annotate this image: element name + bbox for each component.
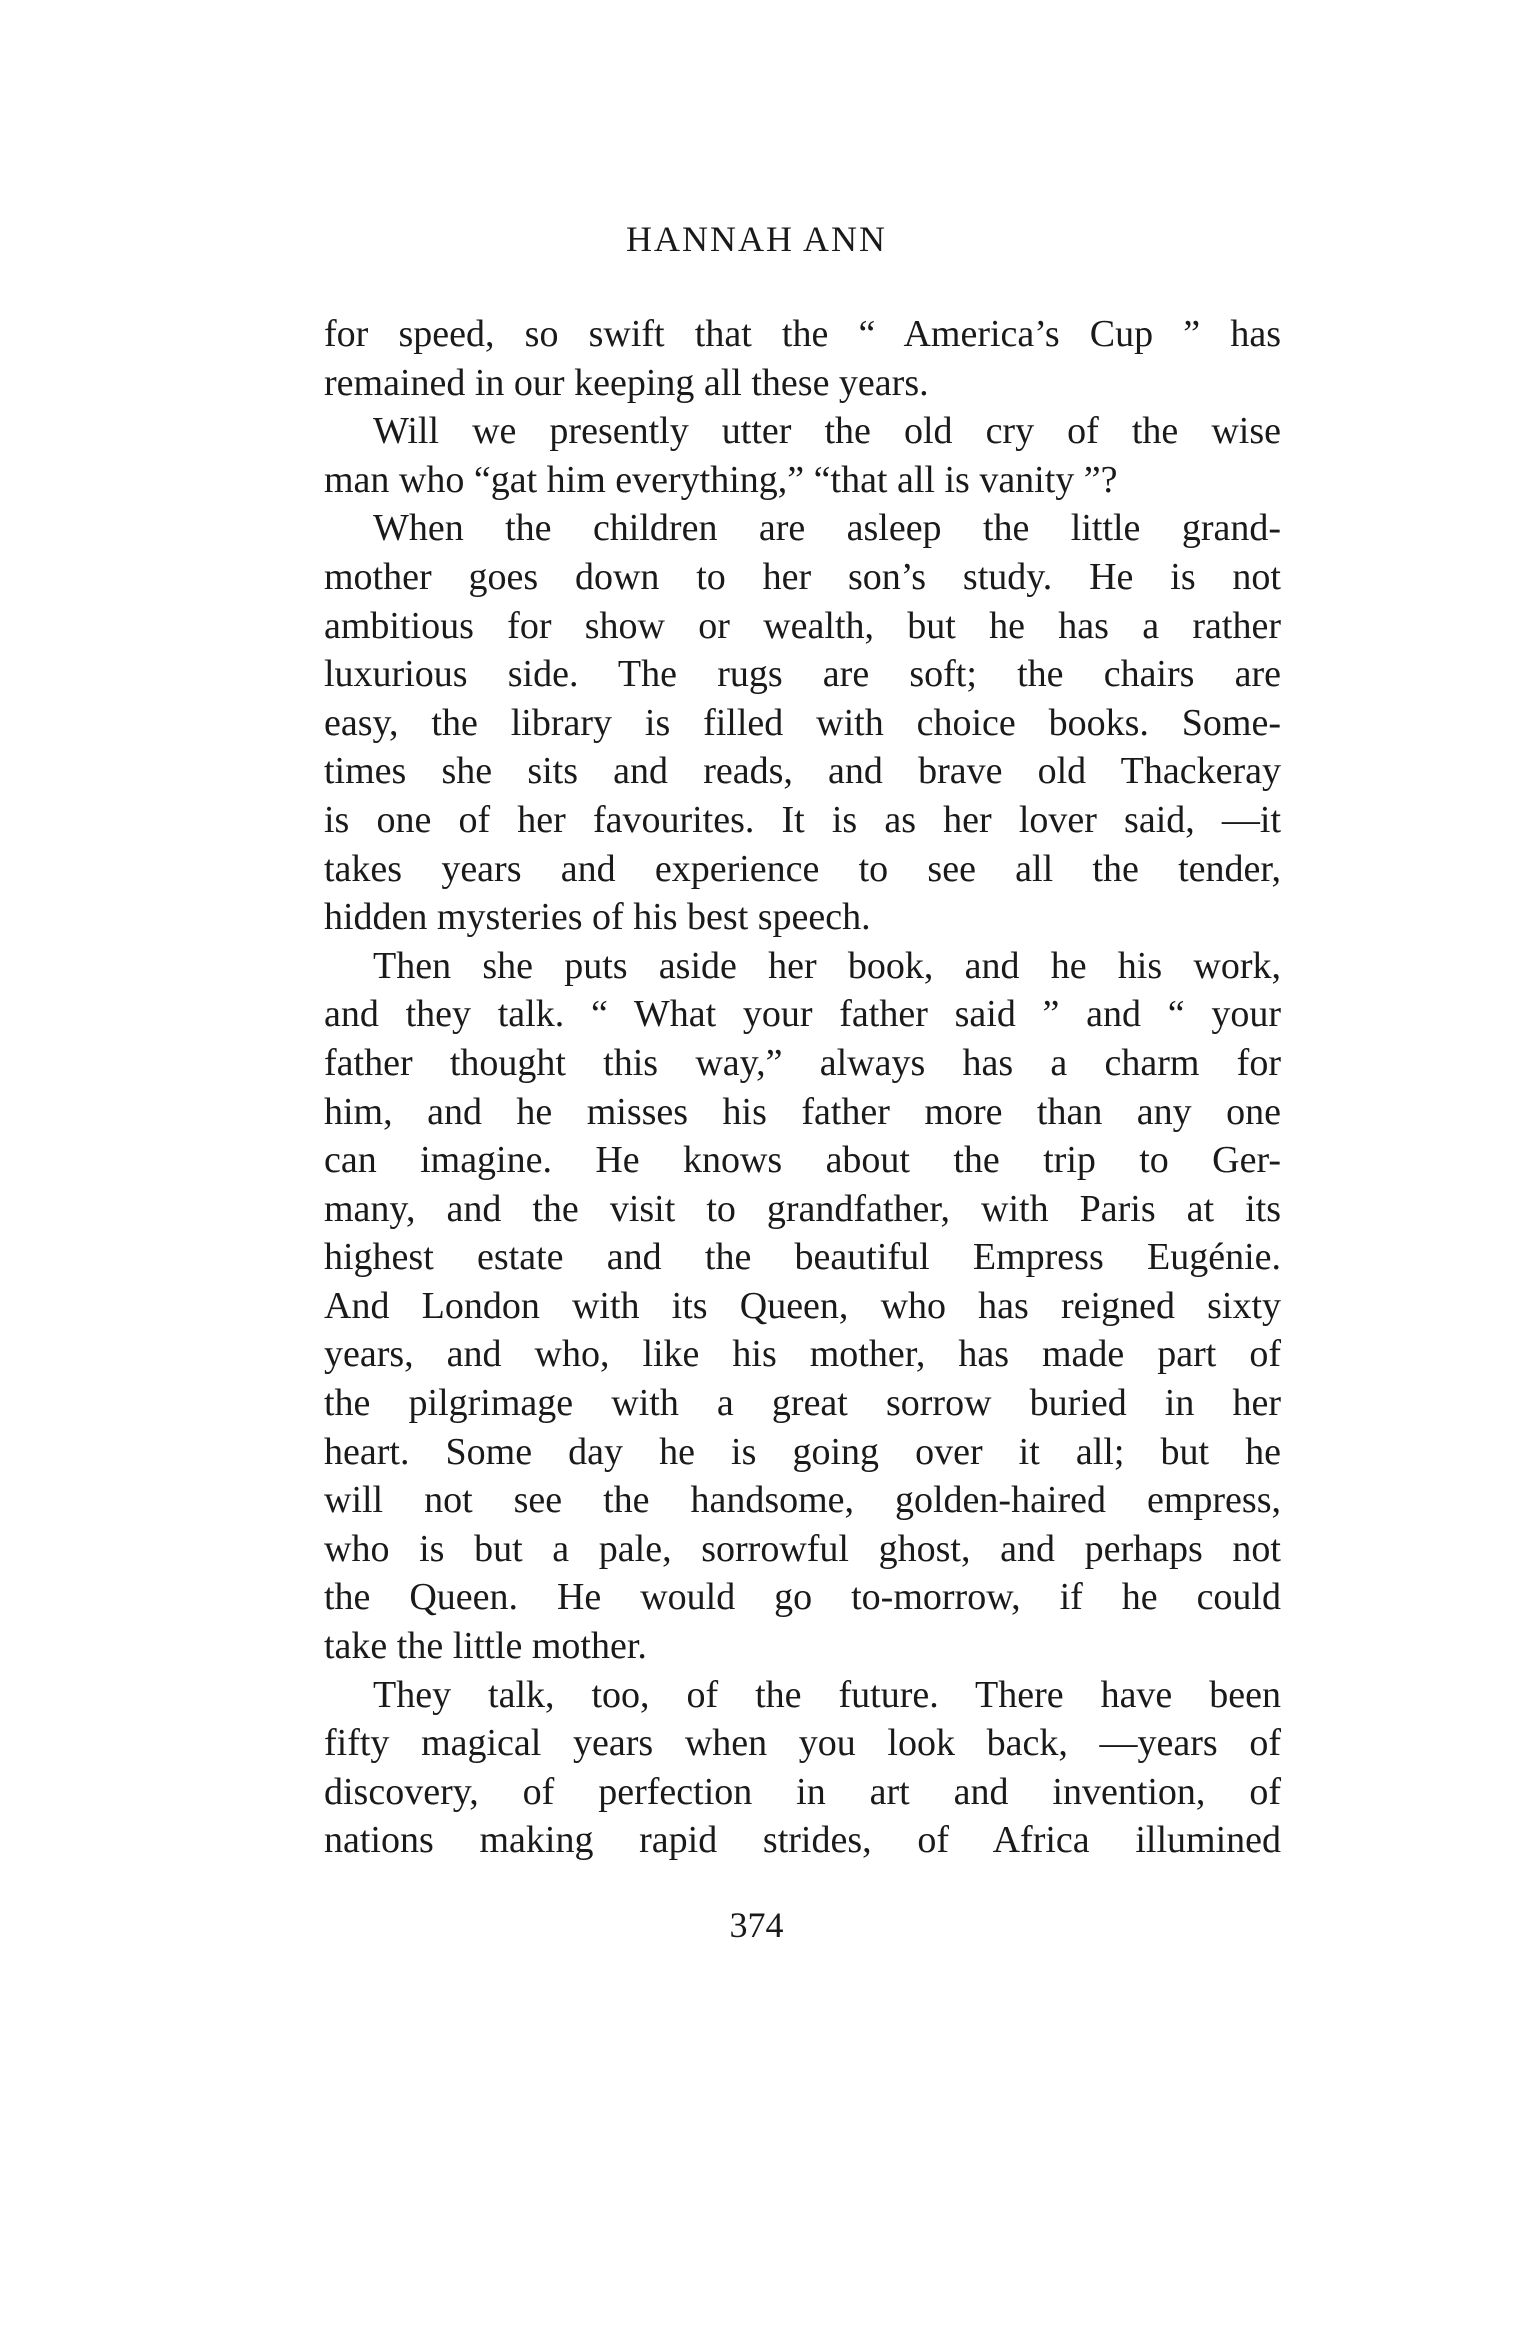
text-line: many, and the visit to grandfather, with Paris at its (324, 1187, 1281, 1230)
page-number: 374 (729, 1905, 784, 1945)
text-line: him, and he misses his father more than any one (324, 1090, 1281, 1133)
text-line: easy, the library is filled with choice books. Some- (324, 701, 1281, 744)
text-line: will not see the handsome, golden-haired empress, (324, 1479, 1281, 1522)
text-line: the pilgrimage with a great sorrow buried in her (324, 1382, 1281, 1425)
text-line: discovery, of perfection in art and invention, of (324, 1770, 1281, 1813)
text-line: fifty magical years when you look back, —years of (324, 1722, 1281, 1765)
text-line: can imagine. He knows about the trip to Ger- (324, 1139, 1281, 1182)
running-head: HANNAH ANN (626, 219, 887, 259)
text-line: who is but a pale, sorrowful ghost, and perhaps not (324, 1527, 1281, 1570)
text-line: heart. Some day he is going over it all; but he (324, 1430, 1281, 1473)
text-line: is one of her favourites. It is as her lover said, —it (324, 798, 1281, 841)
text-line: father thought this way,” always has a charm for (324, 1041, 1281, 1084)
text-line: remained in our keeping all these years. (324, 361, 929, 404)
text-line: the Queen. He would go to-morrow, if he could (324, 1576, 1281, 1619)
text-line: nations making rapid strides, of Africa illumined (324, 1819, 1281, 1862)
text-line: hidden mysteries of his best speech. (324, 896, 871, 939)
text-line: ambitious for show or wealth, but he has a rather (324, 604, 1281, 647)
body-text (324, 310, 1281, 1865)
text-line: And London with its Queen, who has reigned sixty (324, 1284, 1281, 1327)
text-line: takes years and experience to see all the tender, (324, 847, 1281, 890)
text-line: for speed, so swift that the “ America’s Cup ” has (324, 313, 1281, 355)
text-line: When the children are asleep the little grand- (373, 507, 1281, 550)
text-line: years, and who, like his mother, has made part of (324, 1333, 1281, 1376)
text-line: man who “gat him everything,” “that all is vanity ”? (324, 458, 1118, 501)
text-line: Will we presently utter the old cry of the wise (373, 410, 1281, 453)
text-line: highest estate and the beautiful Empress Eugénie. (324, 1236, 1281, 1279)
text-line: mother goes down to her son’s study. He is not (324, 555, 1281, 598)
text-line: and they talk. “ What your father said ” and “ your (324, 993, 1281, 1036)
text-line: luxurious side. The rugs are soft; the chairs are (324, 653, 1281, 696)
text-line: times she sits and reads, and brave old Thackeray (324, 750, 1281, 793)
text-line: They talk, too, of the future. There have been (373, 1673, 1281, 1716)
text-line: take the little mother. (324, 1625, 647, 1668)
text-line: Then she puts aside her book, and he his work, (373, 944, 1281, 987)
